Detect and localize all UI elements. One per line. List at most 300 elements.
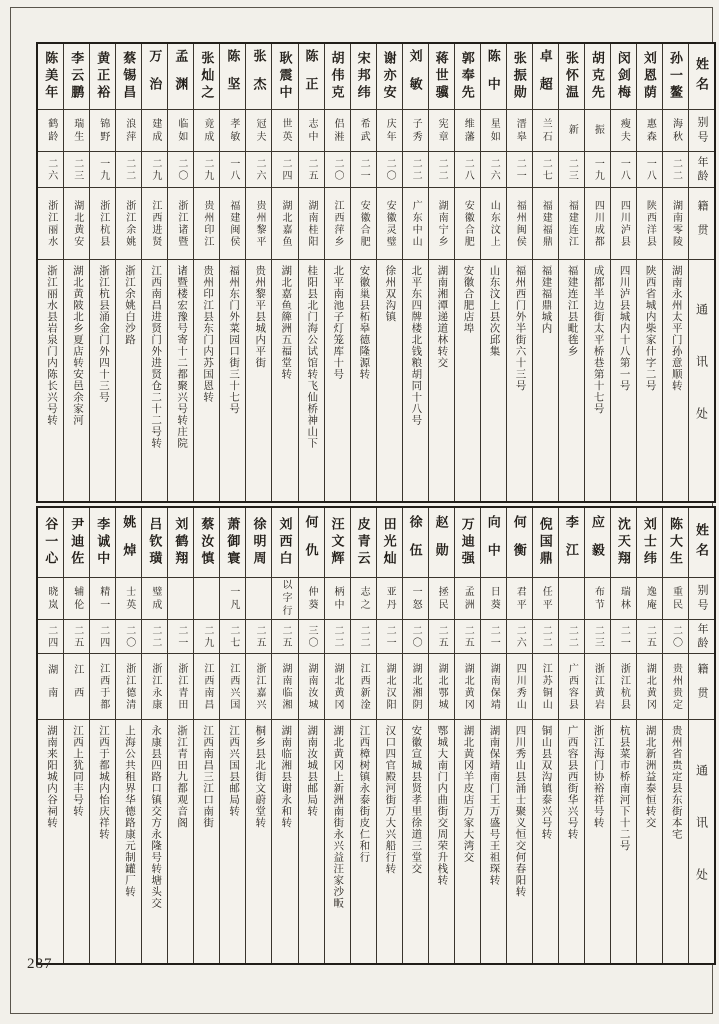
- person-name: 应毅: [585, 508, 610, 578]
- person-age: 二五: [429, 620, 454, 654]
- person-age: 二五: [455, 620, 480, 654]
- header-name: 姓名: [689, 508, 714, 578]
- person-age: 二一: [507, 152, 532, 188]
- person-name: 闵剑梅: [611, 44, 636, 110]
- person-name: 刘恩荫: [637, 44, 662, 110]
- person-column: [193, 508, 219, 963]
- person-address: 安徽合肥店埠: [462, 265, 474, 334]
- person-address: 永康县四路口镇交方永隆号转塘头交: [150, 725, 162, 909]
- person-name: 李诚中: [90, 508, 115, 578]
- person-native-place: 江西萍乡: [325, 188, 350, 260]
- person-name: 宋邦纬: [351, 44, 376, 110]
- header-name: 姓名: [689, 44, 714, 110]
- person-alias: 重民: [663, 578, 688, 620]
- person-column: [480, 508, 506, 963]
- person-name: 李云鹏: [64, 44, 89, 110]
- person-name: 陈大生: [663, 508, 688, 578]
- person-alias: 辅伦: [64, 578, 89, 620]
- person-address: 湖南来阳城内谷祠转: [45, 725, 57, 829]
- person-alias: 晓岚: [38, 578, 63, 620]
- person-column: [506, 44, 532, 501]
- person-alias: 鹤龄: [38, 110, 63, 152]
- person-alias: 仲葵: [299, 578, 324, 620]
- person-native-place: 湖南保靖: [481, 654, 506, 720]
- person-column: [141, 508, 167, 963]
- person-native-place: 湖南桂阳: [299, 188, 324, 260]
- person-column: [324, 44, 350, 501]
- person-age: 二八: [455, 152, 480, 188]
- person-native-place: 湖北黄安: [64, 188, 89, 260]
- person-name: 倪国鼎: [533, 508, 558, 578]
- person-name: 张振勋: [507, 44, 532, 110]
- person-native-place: 湖南临湘: [272, 654, 297, 720]
- person-age: 二三: [64, 152, 89, 188]
- person-name: 沈天翔: [611, 508, 636, 578]
- person-column: [636, 508, 662, 963]
- person-address: 江西南昌进贤门外进贤仓二十二号转: [150, 265, 162, 449]
- person-address: 浙江杭县涌金门外四十三号: [98, 265, 110, 403]
- person-address: 浙江青田九都观音阁: [176, 725, 188, 829]
- person-name: 萧御寰: [220, 508, 245, 578]
- person-native-place: 浙江德清: [116, 654, 141, 720]
- person-native-place: 湖北嘉鱼: [272, 188, 297, 260]
- person-alias: 竟成: [194, 110, 219, 152]
- person-native-place: 四川泸县: [611, 188, 636, 260]
- person-name: 吕钦璜: [142, 508, 167, 578]
- person-name: 刘敏: [403, 44, 428, 110]
- person-native-place: 江西新淦: [351, 654, 376, 720]
- person-native-place: 湖北汉阳: [377, 654, 402, 720]
- person-age: 二二: [533, 620, 558, 654]
- person-name: 蒋世骥: [429, 44, 454, 110]
- person-native-place: 湖南: [38, 654, 63, 720]
- person-alias: [246, 578, 271, 620]
- person-address: 江西樟树镇永泰街皮仁和行: [358, 725, 370, 863]
- person-alias: 希武: [351, 110, 376, 152]
- person-age: 二六: [246, 152, 271, 188]
- person-age: 二五: [64, 620, 89, 654]
- person-name: 谷一心: [38, 508, 63, 578]
- person-name: 汪文辉: [325, 508, 350, 578]
- person-alias: 一凡: [220, 578, 245, 620]
- person-name: 徐伍: [403, 508, 428, 578]
- person-name: 何衡: [507, 508, 532, 578]
- person-native-place: 山东汶上: [481, 188, 506, 260]
- person-alias: 宪章: [429, 110, 454, 152]
- person-address: 北平南池子灯笼库十号: [332, 265, 344, 380]
- person-native-place: 四川成都: [585, 188, 610, 260]
- person-name: 蔡锡昌: [116, 44, 141, 110]
- person-alias: [194, 578, 219, 620]
- person-alias: 兰石: [533, 110, 558, 152]
- header-native: 籍贯: [689, 188, 714, 260]
- person-address: 陕西省城内柴家什字二号: [644, 265, 656, 392]
- header-alias: 别号: [689, 110, 714, 152]
- person-age: 二三: [585, 620, 610, 654]
- person-native-place: 贵州黎平: [246, 188, 271, 260]
- person-name: 孟渊: [168, 44, 193, 110]
- person-address: 四川秀山县涌士聚义恒交何春阳转: [514, 725, 526, 898]
- person-name: 何仇: [299, 508, 324, 578]
- person-address: 安徽宣城县贤孝里徐道三堂交: [410, 725, 422, 875]
- person-alias: 柄中: [325, 578, 350, 620]
- person-address: 铜山县双沟镇泰兴号转: [540, 725, 552, 840]
- person-name: 万治: [142, 44, 167, 110]
- person-age: 二二: [325, 620, 350, 654]
- person-address: 四川泸县城内十八第一号: [618, 265, 630, 392]
- person-name: 蔡汝慎: [194, 508, 219, 578]
- person-column: [428, 44, 454, 501]
- person-native-place: 江西: [64, 654, 89, 720]
- person-alias: 冠夫: [246, 110, 271, 152]
- person-column: [584, 508, 610, 963]
- person-name: 孙一鳌: [663, 44, 688, 110]
- person-column: [141, 44, 167, 501]
- person-address: 湖南汝城县邮局转: [306, 725, 318, 817]
- person-age: 二五: [637, 620, 662, 654]
- person-column: [532, 44, 558, 501]
- person-age: 二五: [299, 152, 324, 188]
- person-address: 湖北黄陂北乡夏店转安邑余家河: [71, 265, 83, 426]
- person-name: 姚焯: [116, 508, 141, 578]
- person-native-place: 浙江诸暨: [168, 188, 193, 260]
- person-native-place: 浙江嘉兴: [246, 654, 271, 720]
- person-age: 二六: [38, 152, 63, 188]
- person-native-place: 浙江余姚: [116, 188, 141, 260]
- person-age: 二一: [168, 620, 193, 654]
- person-native-place: 浙江黄岩: [585, 654, 610, 720]
- person-age: 二二: [429, 152, 454, 188]
- person-native-place: 湖北鄂城: [429, 654, 454, 720]
- person-name: 张怀温: [559, 44, 584, 110]
- person-name: 张杰: [246, 44, 271, 110]
- person-column: [167, 508, 193, 963]
- person-age: 二二: [403, 152, 428, 188]
- person-age: 一八: [220, 152, 245, 188]
- person-age: 二〇: [377, 152, 402, 188]
- person-name: 胡伟克: [325, 44, 350, 110]
- person-address: 浙江余姚白沙路: [124, 265, 136, 346]
- person-native-place: 浙江杭县: [90, 188, 115, 260]
- person-address: 桐乡县北街文蔚堂转: [254, 725, 266, 829]
- person-native-place: 浙江永康: [142, 654, 167, 720]
- person-address: 福州西门外半街六十三号: [514, 265, 526, 392]
- header-age: 年龄: [689, 152, 714, 188]
- person-age: 二五: [272, 620, 297, 654]
- person-alias: 孟洲: [455, 578, 480, 620]
- person-age: 二〇: [116, 620, 141, 654]
- person-column: [38, 44, 63, 501]
- person-address: 贵州印江县东门内苏国恩转: [202, 265, 214, 403]
- person-native-place: 福建闽侯: [220, 188, 245, 260]
- person-column: [376, 44, 402, 501]
- person-age: 一八: [611, 152, 636, 188]
- person-age: 二〇: [663, 620, 688, 654]
- person-address: 江西于都城内怡庆祥转: [98, 725, 110, 840]
- person-name: 陈正: [299, 44, 324, 110]
- person-column: [662, 508, 688, 963]
- person-address: 浙江丽水县岩泉门内陈长兴号转: [45, 265, 57, 426]
- person-alias: 日葵: [481, 578, 506, 620]
- person-alias: [559, 578, 584, 620]
- person-address: 成都半边街太平桥巷第十七号: [592, 265, 604, 415]
- person-address: 鄂城大南门内曲街交周荣升栈转: [436, 725, 448, 886]
- person-column: [428, 508, 454, 963]
- person-alias: 瑞生: [64, 110, 89, 152]
- person-native-place: 安徽灵璧: [377, 188, 402, 260]
- directory-table-top: [36, 42, 716, 503]
- page-number: 287: [27, 956, 53, 972]
- person-name: 胡克先: [585, 44, 610, 110]
- person-column: [376, 508, 402, 963]
- person-column: [454, 508, 480, 963]
- person-name: 陈中: [481, 44, 506, 110]
- person-alias: 士英: [116, 578, 141, 620]
- person-column: [245, 508, 271, 963]
- person-column: [219, 44, 245, 501]
- person-alias: 临如: [168, 110, 193, 152]
- person-alias: 一怒: [403, 578, 428, 620]
- person-column: [193, 44, 219, 501]
- person-native-place: 江西进贤: [142, 188, 167, 260]
- person-address: 贵州省贵定县东街本宅: [670, 725, 682, 840]
- person-alias: 浪萍: [116, 110, 141, 152]
- person-column: [63, 44, 89, 501]
- person-native-place: 安徽合肥: [455, 188, 480, 260]
- person-column: [89, 508, 115, 963]
- person-age: 二二: [663, 152, 688, 188]
- person-column: [610, 44, 636, 501]
- person-address: 湖北黄冈羊皮店万家大湾交: [462, 725, 474, 863]
- person-name: 谢亦安: [377, 44, 402, 110]
- person-name: 耿震中: [272, 44, 297, 110]
- person-name: 皮青云: [351, 508, 376, 578]
- person-native-place: 贵州贵定: [663, 654, 688, 720]
- person-address: 福建福鼎城内: [540, 265, 552, 334]
- person-native-place: 湖北湘阴: [403, 654, 428, 720]
- person-name: 尹迪佐: [64, 508, 89, 578]
- person-address: 徐州双沟镇: [384, 265, 396, 323]
- person-native-place: 浙江丽水: [38, 188, 63, 260]
- person-column: [350, 508, 376, 963]
- person-native-place: 贵州印江: [194, 188, 219, 260]
- person-alias: 精一: [90, 578, 115, 620]
- person-native-place: 湖南汝城: [299, 654, 324, 720]
- person-age: 二九: [142, 152, 167, 188]
- person-age: 二七: [533, 152, 558, 188]
- person-name: 刘西白: [272, 508, 297, 578]
- person-column: [350, 44, 376, 501]
- person-native-place: 江西兴国: [220, 654, 245, 720]
- person-name: 陈坚: [220, 44, 245, 110]
- person-column: [558, 44, 584, 501]
- person-address: 山东汶上县次邱集: [488, 265, 500, 357]
- header-alias: 别号: [689, 578, 714, 620]
- person-column: [298, 508, 324, 963]
- person-alias: 侣溎: [325, 110, 350, 152]
- person-age: 二二: [142, 620, 167, 654]
- person-address: 北平东四牌楼北钱粮胡同十八号: [410, 265, 422, 426]
- person-alias: [168, 578, 193, 620]
- person-name: 黄正裕: [90, 44, 115, 110]
- person-column: [38, 508, 63, 963]
- person-age: 二一: [611, 620, 636, 654]
- person-address: 福建连江县毗毪乡: [566, 265, 578, 357]
- person-age: 一九: [585, 152, 610, 188]
- person-column: [636, 44, 662, 501]
- person-native-place: 广西容县: [559, 654, 584, 720]
- person-address: 安徽巢县柘皋德隆源转: [358, 265, 370, 380]
- person-alias: 建成: [142, 110, 167, 152]
- person-alias: 庆年: [377, 110, 402, 152]
- person-column: [115, 508, 141, 963]
- directory-table-bottom: [36, 506, 716, 965]
- header-address: 通讯处: [694, 763, 709, 920]
- person-name: 刘士纬: [637, 508, 662, 578]
- person-native-place: 湖北黄冈: [637, 654, 662, 720]
- person-address: 湖南临湘县谢永和转: [280, 725, 292, 829]
- person-native-place: 陕西洋县: [637, 188, 662, 260]
- person-alias: 子秀: [403, 110, 428, 152]
- person-age: 二一: [351, 152, 376, 188]
- person-address: 湖北新洲益泰恒转交: [644, 725, 656, 829]
- person-column: [662, 44, 688, 501]
- person-native-place: 湖南宁乡: [429, 188, 454, 260]
- person-native-place: 湖南零陵: [663, 188, 688, 260]
- person-age: 二九: [194, 620, 219, 654]
- person-address: 浙江海门协裕祥号转: [592, 725, 604, 829]
- person-age: 二〇: [168, 152, 193, 188]
- person-column: [402, 508, 428, 963]
- person-address: 福州东门外菜园口街三十七号: [228, 265, 240, 415]
- person-column: [271, 508, 297, 963]
- person-age: 一八: [637, 152, 662, 188]
- person-alias: 孝敏: [220, 110, 245, 152]
- header-address: 通讯处: [694, 302, 709, 459]
- row-header-column: [688, 44, 714, 501]
- person-native-place: 浙江青田: [168, 654, 193, 720]
- person-age: 二二: [559, 620, 584, 654]
- person-alias: 任平: [533, 578, 558, 620]
- person-address: 江西兴国县邮局转: [228, 725, 240, 817]
- person-address: 贵州黎平县城内平街: [254, 265, 266, 369]
- person-age: 二〇: [403, 620, 428, 654]
- person-column: [219, 508, 245, 963]
- person-name: 向中: [481, 508, 506, 578]
- person-address: 广西容县西街华兴号转: [566, 725, 578, 840]
- person-name: 卓超: [533, 44, 558, 110]
- person-address: 诸暨楼宏豫号寄十二都聚兴号转庄院: [176, 265, 188, 449]
- person-alias: 新: [559, 110, 584, 152]
- person-address: 上海公共租界华德路康元制罐厂转: [124, 725, 136, 898]
- person-column: [298, 44, 324, 501]
- person-alias: 惠森: [637, 110, 662, 152]
- person-alias: 海秋: [663, 110, 688, 152]
- person-alias: 振: [585, 110, 610, 152]
- person-age: 二六: [481, 152, 506, 188]
- person-native-place: 浙江杭县: [611, 654, 636, 720]
- person-alias: 志中: [299, 110, 324, 152]
- person-name: 李江: [559, 508, 584, 578]
- person-age: 二五: [246, 620, 271, 654]
- person-native-place: 江西南昌: [194, 654, 219, 720]
- person-address: 汉口四官殿河街万大兴船行转: [384, 725, 396, 875]
- row-header-column: [688, 508, 714, 963]
- person-age: 二三: [559, 152, 584, 188]
- person-column: [271, 44, 297, 501]
- person-column: [532, 508, 558, 963]
- person-native-place: 湖北黄冈: [325, 654, 350, 720]
- person-alias: 以字行: [272, 578, 297, 620]
- person-alias: 志之: [351, 578, 376, 620]
- person-age: 二九: [194, 152, 219, 188]
- header-age: 年龄: [689, 620, 714, 654]
- person-alias: 溍皋: [507, 110, 532, 152]
- person-age: 二二: [116, 152, 141, 188]
- person-alias: 拯民: [429, 578, 454, 620]
- person-age: 二六: [507, 620, 532, 654]
- person-name: 万迪强: [455, 508, 480, 578]
- person-age: 二一: [377, 620, 402, 654]
- person-column: [558, 508, 584, 963]
- person-column: [89, 44, 115, 501]
- person-alias: 逸庵: [637, 578, 662, 620]
- person-column: [454, 44, 480, 501]
- person-column: [402, 44, 428, 501]
- person-age: 二一: [481, 620, 506, 654]
- person-name: 田光灿: [377, 508, 402, 578]
- person-column: [506, 508, 532, 963]
- person-age: 二七: [220, 620, 245, 654]
- person-column: [115, 44, 141, 501]
- person-address: 江西南昌三江口南街: [202, 725, 214, 829]
- person-alias: 亚丹: [377, 578, 402, 620]
- person-address: 江西上犹同丰号转: [71, 725, 83, 817]
- person-age: 二四: [272, 152, 297, 188]
- person-alias: 璧成: [142, 578, 167, 620]
- person-column: [245, 44, 271, 501]
- person-alias: 瑞林: [611, 578, 636, 620]
- person-column: [63, 508, 89, 963]
- person-address: 湖南保靖南门王万盛号王祖琛转: [488, 725, 500, 886]
- header-native: 籍贯: [689, 654, 714, 720]
- person-native-place: 福建连江: [559, 188, 584, 260]
- person-age: 二〇: [325, 152, 350, 188]
- person-native-place: 安徽合肥: [351, 188, 376, 260]
- person-age: 二四: [38, 620, 63, 654]
- person-address: 湖南湘潭递道林转交: [436, 265, 448, 369]
- person-address: 杭县菜市桥南河下十二号: [618, 725, 630, 852]
- person-alias: 布节: [585, 578, 610, 620]
- person-age: 二二: [351, 620, 376, 654]
- person-native-place: 江西于都: [90, 654, 115, 720]
- person-native-place: 福建福鼎: [533, 188, 558, 260]
- person-name: 郭奉先: [455, 44, 480, 110]
- person-alias: 星如: [481, 110, 506, 152]
- person-name: 张灿之: [194, 44, 219, 110]
- person-column: [167, 44, 193, 501]
- person-name: 刘鹤翔: [168, 508, 193, 578]
- person-age: 二四: [90, 620, 115, 654]
- person-column: [324, 508, 350, 963]
- person-address: 湖南永州太平门孙意顺转: [670, 265, 682, 392]
- person-column: [584, 44, 610, 501]
- person-age: 三〇: [299, 620, 324, 654]
- person-column: [480, 44, 506, 501]
- person-address: 湖北嘉鱼簰洲五福堂转: [280, 265, 292, 380]
- person-native-place: 江苏铜山: [533, 654, 558, 720]
- person-native-place: 四川秀山: [507, 654, 532, 720]
